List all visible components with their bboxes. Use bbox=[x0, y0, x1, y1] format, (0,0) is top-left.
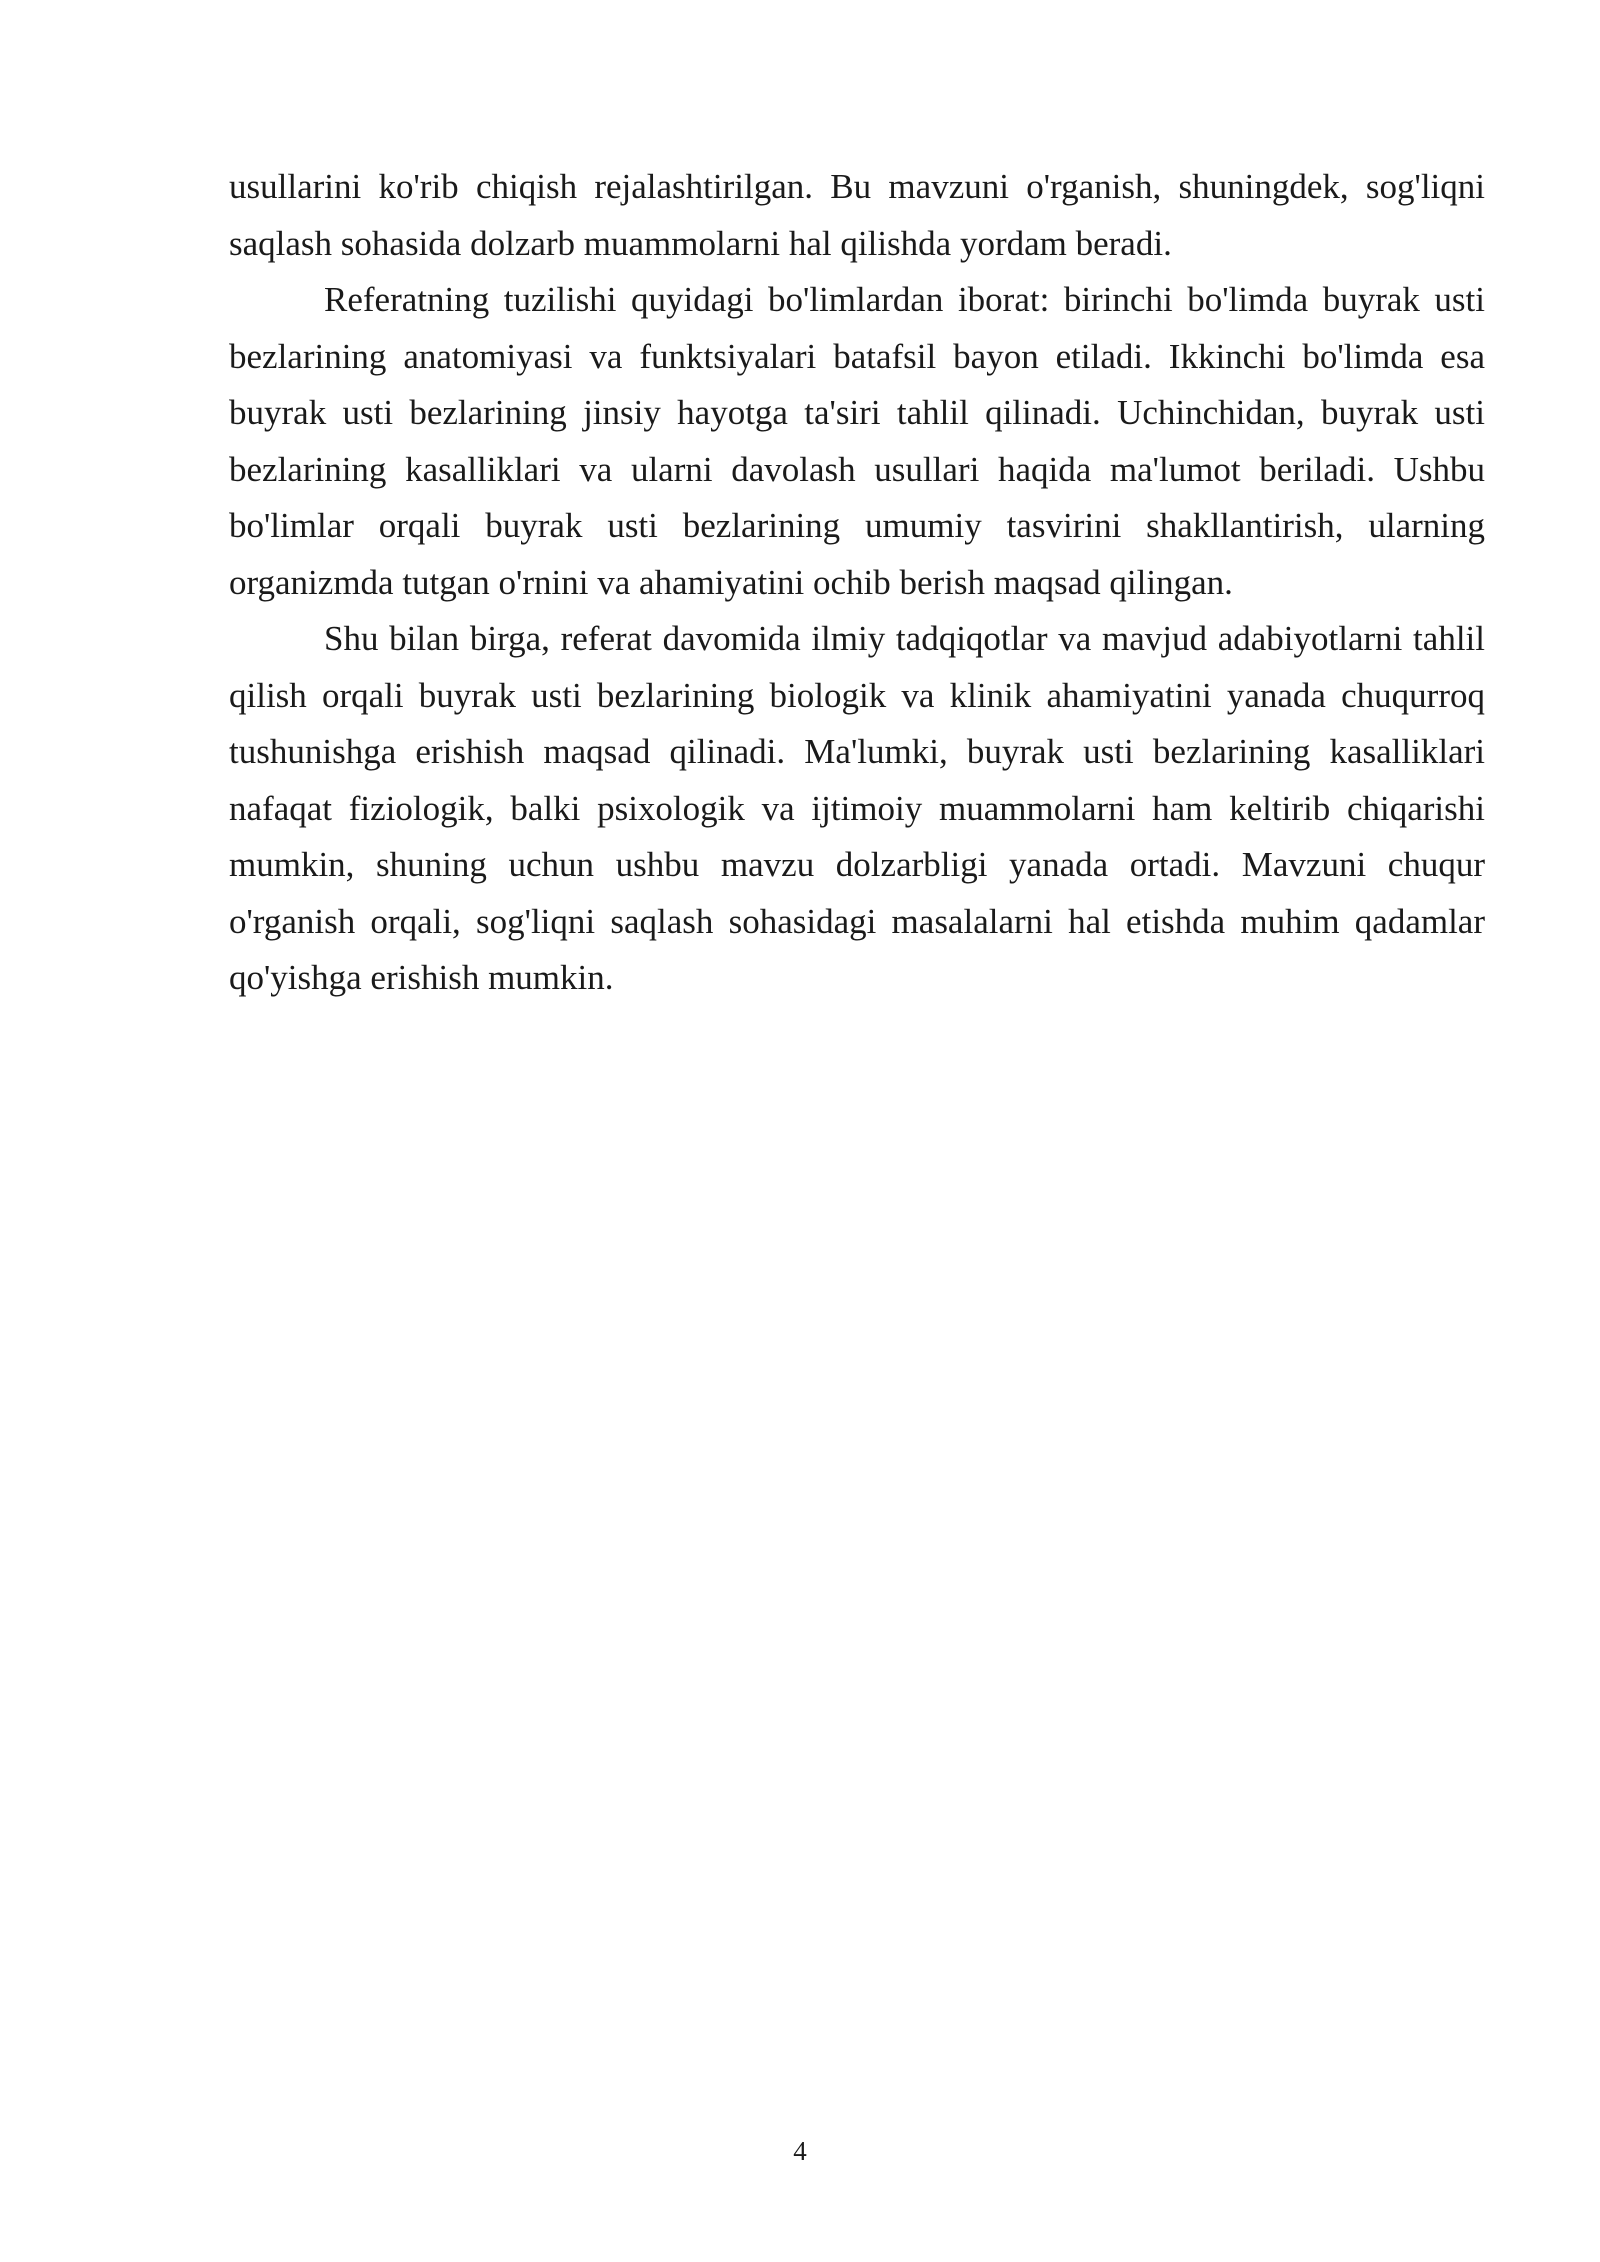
document-body bbox=[229, 159, 1485, 1007]
paragraph-2: Referatning tuzilishi quyidagi bo'limlardan iborat: birinchi bo'limda buyrak usti bezlarining anatomiyasi va funktsiyalari batafsil bayon etiladi. Ikkinchi bo'limda esa buyrak usti bezlarining jinsiy hayotga ta'siri tahlil qilinadi. Uchinchidan, buyrak usti bezlarining kasalliklari va ularni davolash usullari haqida ma'lumot beriladi. Ushbu bo'limlar orqali buyrak usti bezlarining umumiy tasvirini shakllantirish, ularning organizmda tutgan o'rnini va ahamiyatini ochib berish maqsad qilingan. bbox=[229, 280, 1485, 602]
paragraph-1: usullarini ko'rib chiqish rejalashtirilgan. Bu mavzuni o'rganish, shuningdek, sog'liqni saqlash sohasida dolzarb muammolarni hal qilishda yordam beradi. bbox=[229, 167, 1485, 263]
paragraph-3: Shu bilan birga, referat davomida ilmiy tadqiqotlar va mavjud adabiyotlarni tahlil qilish orqali buyrak usti bezlarining biologik va klinik ahamiyatini yanada chuqurroq tushunishga erishish maqsad qilinadi. Ma'lumki, buyrak usti bezlarining kasalliklari nafaqat fiziologik, balki psixologik va ijtimoiy muammolarni ham keltirib chiqarishi mumkin, shuning uchun ushbu mavzu dolzarbligi yanada ortadi. Mavzuni chuqur o'rganish orqali, sog'liqni saqlash sohasidagi masalalarni hal etishda muhim qadamlar qo'yishga erishish mumkin. bbox=[229, 619, 1485, 997]
page-number: 4 bbox=[793, 2136, 807, 2166]
